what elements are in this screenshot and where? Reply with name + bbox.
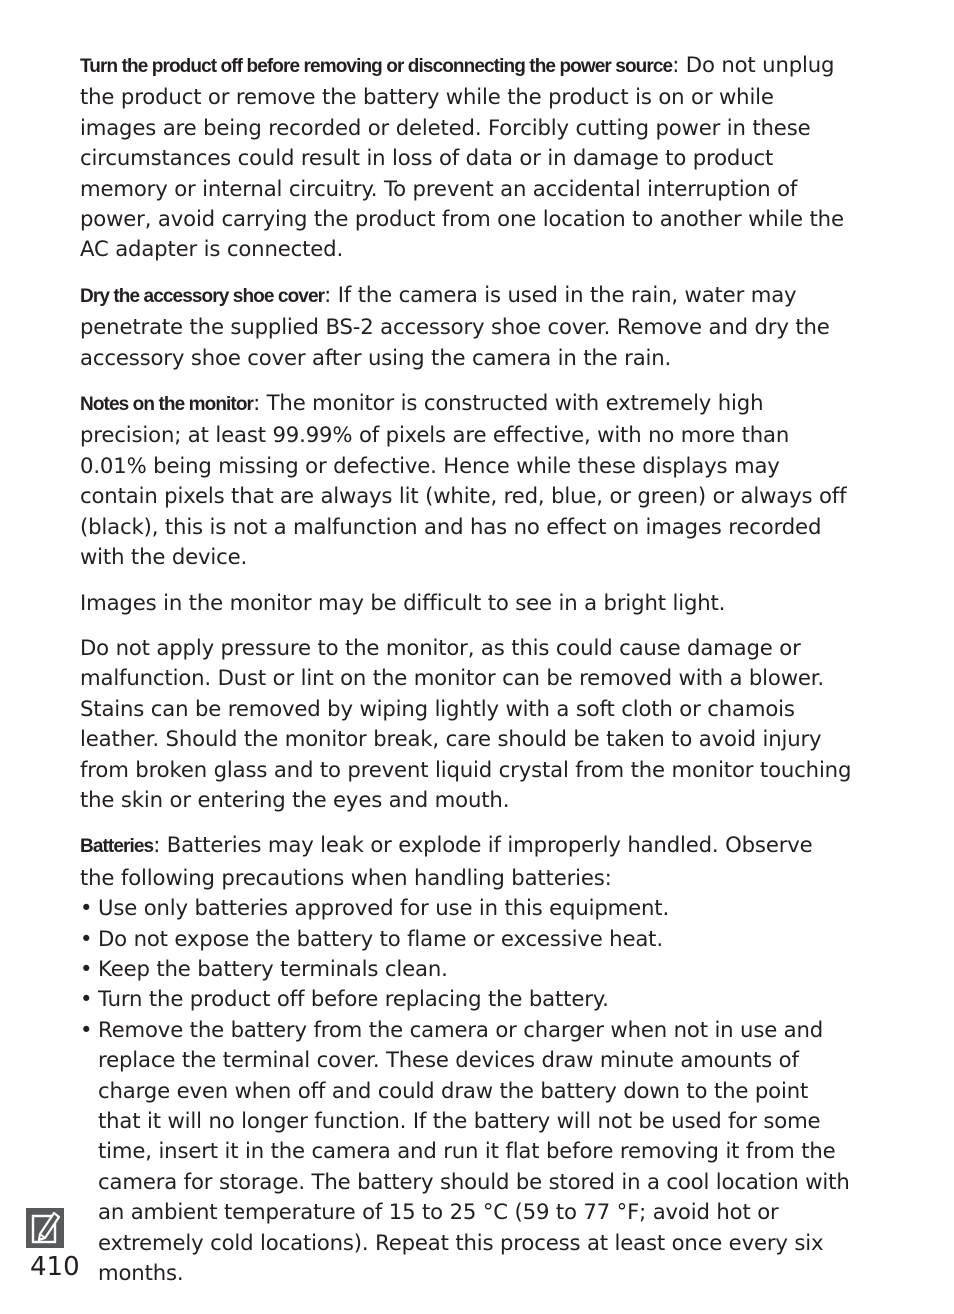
paragraph-bright-light: [80, 588, 852, 618]
paragraph-heading: Batteries: [80, 836, 154, 858]
paragraph-heading: Turn the product off before removing or disconnecting the power source: [80, 56, 673, 77]
battery-precautions-list: [80, 893, 852, 1288]
bullet-mark: •: [80, 1016, 93, 1042]
paragraph-heading: Dry the accessory shoe cover: [80, 285, 325, 307]
notes-pencil-icon: [26, 1208, 64, 1248]
bullet-mark: •: [80, 986, 93, 1012]
list-item-text: Keep the battery terminals clean.: [98, 955, 448, 981]
list-item-text: Do not expose the battery to flame or excessive heat.: [98, 925, 663, 951]
list-item-text: Turn the product off before replacing the battery.: [98, 986, 609, 1012]
paragraph-monitor-notes: [80, 388, 852, 572]
bullet-mark: •: [80, 895, 93, 921]
paragraph-batteries: [80, 830, 852, 893]
paragraph-text: Do not apply pressure to the monitor, as this could cause damage or malfunction. Dust or lint on the monitor can be removed with a blower. Stains can be removed by wiping lightly with a soft cloth or chamois leather. Should the monitor break, care should be taken to avoid injury from broken glass and to prevent liquid crystal from the monitor touching the skin or entering the eyes and mouth.: [80, 634, 852, 812]
bullet-mark: •: [80, 955, 93, 981]
paragraph-power-source: [80, 50, 852, 265]
paragraph-text: Images in the monitor may be difficult to see in a bright light.: [80, 589, 726, 615]
list-item-text: Remove the battery from the camera or charger when not in use and replace the terminal cover. These devices draw minute amounts of charge even when off and could draw the battery down to the point that it will no longer function. If the battery will not be used for some time, insert it in the camera and run it flat before removing it from the camera for storage. The battery should be stored in a cool location with an ambient temperature of 15 to 25 °C (59 to 77 °F; avoid hot or extremely cold locations). Repeat this process at least once every six months.: [98, 1016, 850, 1286]
list-item-text: Use only batteries approved for use in this equipment.: [98, 895, 670, 921]
page-content: [80, 50, 852, 1288]
list-item: [80, 984, 852, 1014]
page-number: 410: [30, 1252, 80, 1282]
list-item: [80, 893, 852, 923]
paragraph-text: : If the camera is used in the rain, water may penetrate the supplied BS-2 accessory shoe cover. Remove and dry the accessory shoe cover after using the camera in the rain.: [80, 281, 830, 370]
paragraph-text: : Batteries may leak or explode if improperly handled. Observe the following precautions when handling batteries:: [80, 832, 813, 890]
list-item: [80, 924, 852, 954]
list-item: [80, 954, 852, 984]
paragraph-text: : Do not unplug the product or remove the battery while the product is on or while images are being recorded or deleted. Forcibly cutting power in these circumstances could result in loss of data or in damage to product memory or internal circuitry. To prevent an accidental interruption of power, avoid carrying the product from one location to another while the AC adapter is connected.: [80, 52, 844, 262]
paragraph-text: : The monitor is constructed with extremely high precision; at least 99.99% of pixels are effective, with no more than 0.01% being missing or defective. Hence while these displays may contain pixels that are always lit (white, red, blue, or green) or always off (black), this is not a malfunction and has no effect on images recorded with the device.: [80, 390, 847, 570]
bullet-mark: •: [80, 925, 93, 951]
paragraph-monitor-pressure: [80, 633, 852, 815]
paragraph-shoe-cover: [80, 280, 852, 373]
list-item: [80, 1015, 852, 1289]
paragraph-heading: Notes on the monitor: [80, 394, 254, 416]
